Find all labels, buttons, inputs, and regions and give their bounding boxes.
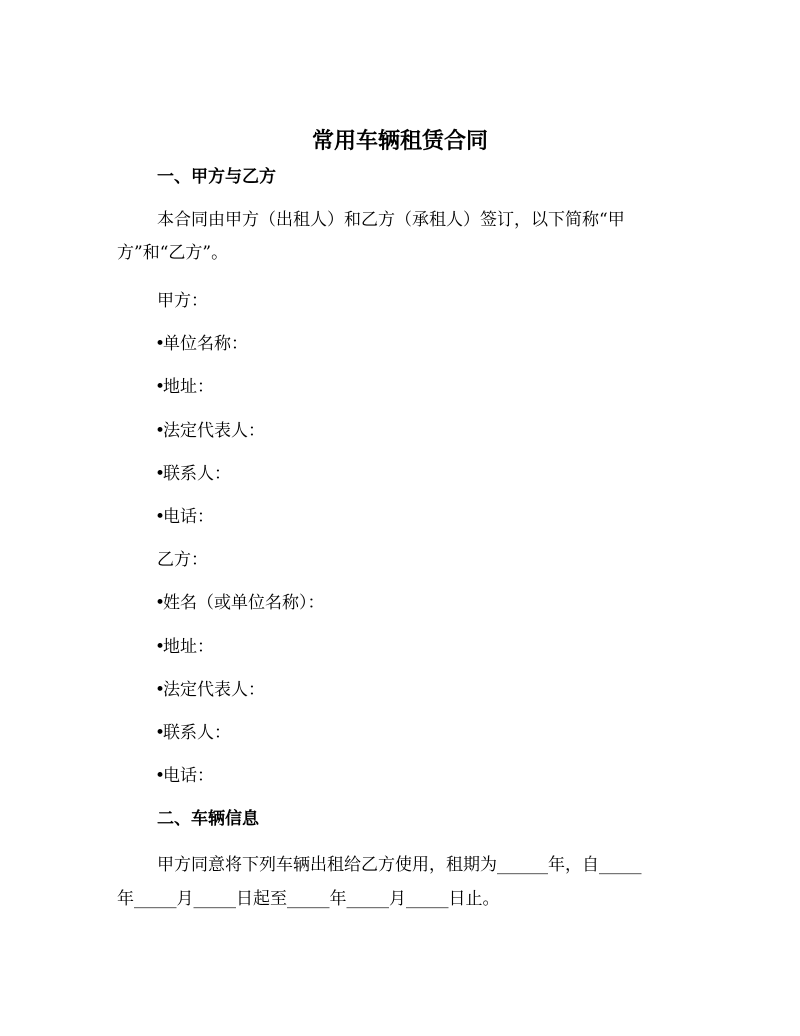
bullet-icon: • xyxy=(155,334,166,354)
field-label: 法定代表人： xyxy=(163,680,265,700)
section-heading-vehicle: 二、车辆信息 xyxy=(157,809,259,829)
party-a-field-address xyxy=(155,374,214,400)
bullet-icon: • xyxy=(155,680,166,700)
section-heading-parties: 一、甲方与乙方 xyxy=(157,167,276,187)
party-a-field-contact xyxy=(155,461,231,487)
bullet-icon: • xyxy=(155,766,166,786)
field-label: 电话： xyxy=(163,507,214,527)
intro-paragraph-line-1: 本合同由甲方（出租人）和乙方（承租人）签订，以下简称“甲 xyxy=(157,210,625,230)
field-label: 联系人： xyxy=(163,723,231,743)
field-label: 姓名（或单位名称）： xyxy=(163,593,325,613)
party-b-field-contact xyxy=(155,720,231,746)
party-a-field-phone xyxy=(155,504,214,530)
document-title: 常用车辆租赁合同 xyxy=(311,128,488,154)
party-b-field-phone xyxy=(155,763,214,789)
bullet-icon: • xyxy=(155,593,166,613)
vehicle-paragraph-line-1: 甲方同意将下列车辆出租给乙方使用，租期为______年，自_____ xyxy=(157,855,642,875)
party-a-label: 甲方： xyxy=(157,291,208,311)
bullet-icon: • xyxy=(155,464,166,484)
party-b-label: 乙方： xyxy=(157,550,208,570)
bullet-icon: • xyxy=(155,637,166,657)
bullet-icon: • xyxy=(155,723,166,743)
bullet-icon: • xyxy=(155,507,166,527)
field-label: 地址： xyxy=(163,637,214,657)
party-b-field-legal-rep xyxy=(155,677,265,703)
bullet-icon: • xyxy=(155,421,166,441)
vehicle-paragraph-line-2: 年_____月_____日起至_____年_____月_____日止。 xyxy=(117,889,500,909)
party-a-field-unit-name xyxy=(155,331,248,357)
party-a-field-legal-rep xyxy=(155,418,265,444)
party-b-field-name xyxy=(155,590,325,616)
field-label: 地址： xyxy=(163,377,214,397)
intro-paragraph-line-2: 方”和“乙方”。 xyxy=(117,243,229,263)
field-label: 联系人： xyxy=(163,464,231,484)
field-label: 单位名称： xyxy=(163,334,248,354)
field-label: 电话： xyxy=(163,766,214,786)
party-b-field-address xyxy=(155,634,214,660)
field-label: 法定代表人： xyxy=(163,421,265,441)
bullet-icon: • xyxy=(155,377,166,397)
